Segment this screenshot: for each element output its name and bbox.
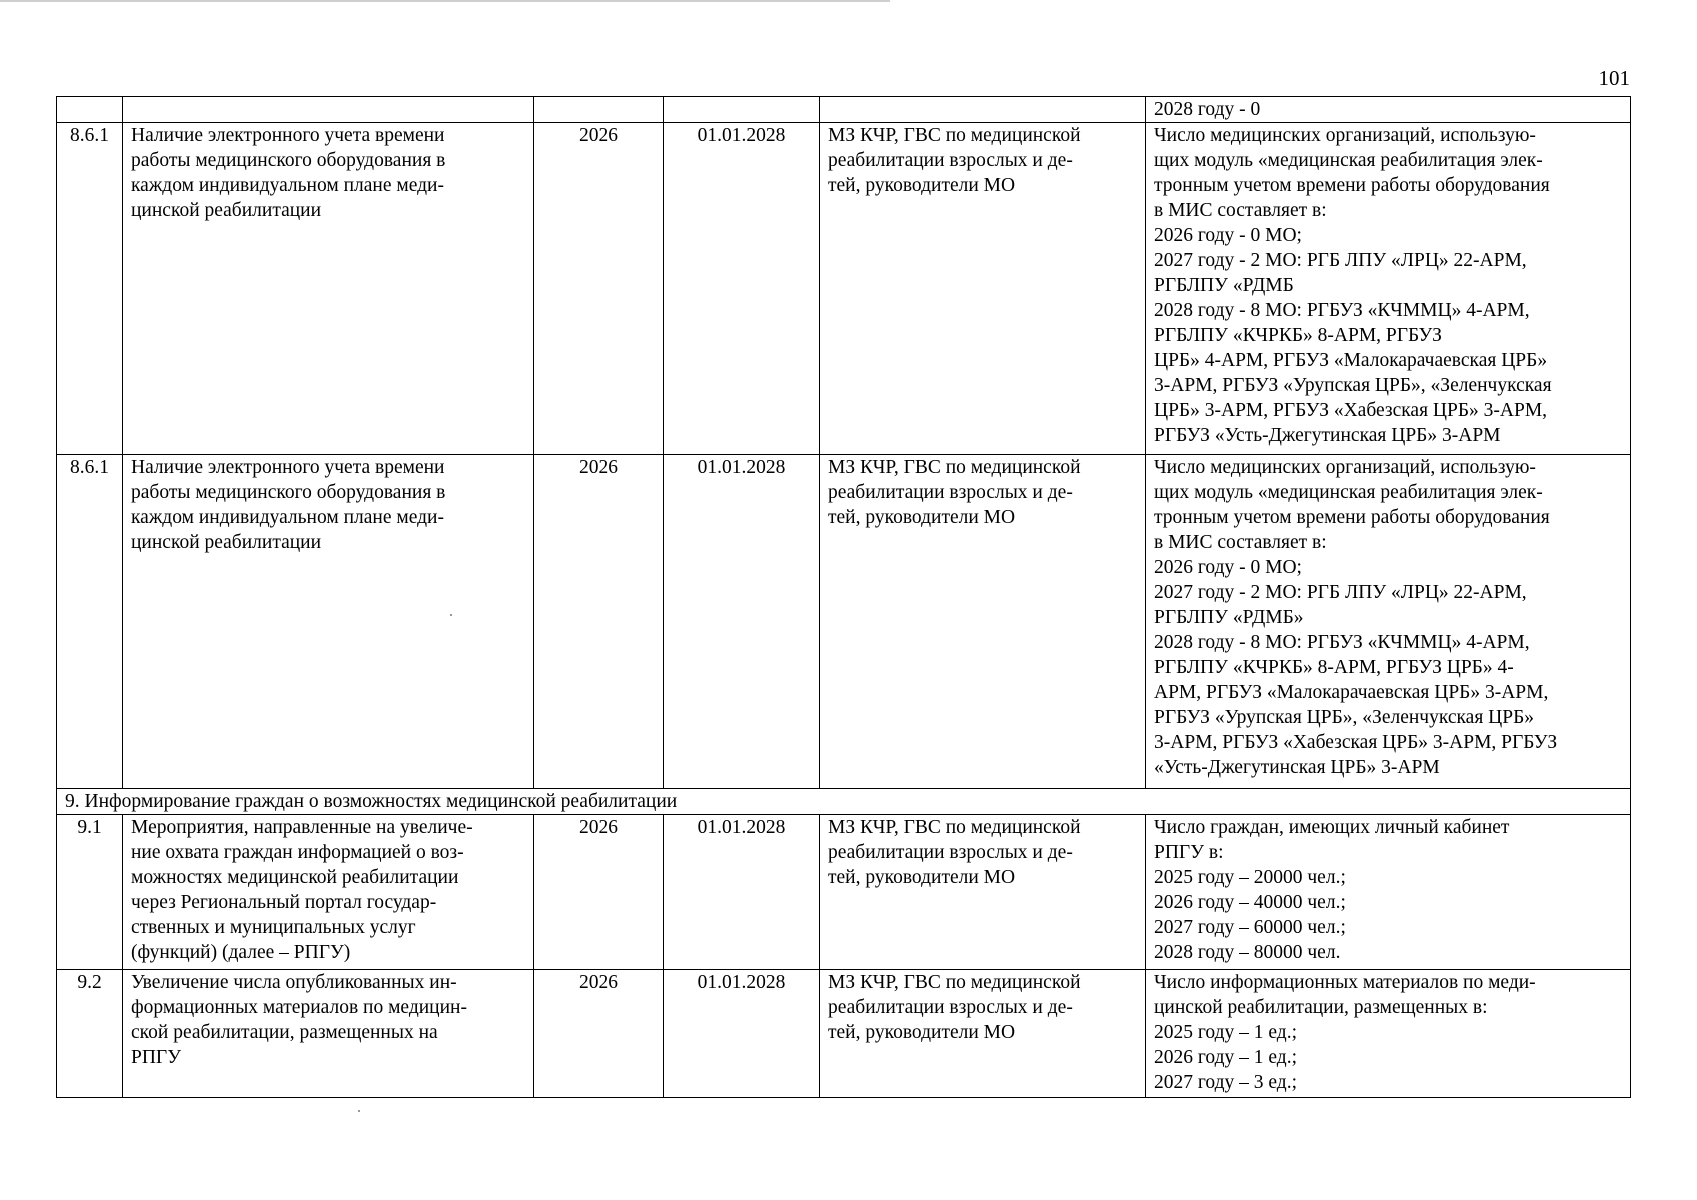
text-line: в МИС составляет в: [1154, 200, 1327, 221]
text-line: 2027 году - 2 МО: РГБ ЛПУ «ЛРЦ» 22-АРМ, [1154, 250, 1527, 271]
cell-event [123, 97, 534, 123]
text-line: тронным учетом времени работы оборудования [1154, 507, 1550, 528]
text-line: 2027 году – 60000 чел.; [1154, 917, 1346, 938]
cell-result [1146, 97, 1631, 123]
cell-num: 9.2 [57, 970, 123, 1098]
text-line: через Региональный портал государ- [131, 892, 437, 913]
text-line: каждом индивидуальном плане меди- [131, 507, 444, 528]
text-line: 3-АРМ, РГБУЗ «Хабезская ЦРБ» 3-АРМ, РГБУЗ [1154, 732, 1558, 753]
text-line: 2028 году - 8 МО: РГБУЗ «КЧММЦ» 4-АРМ, [1154, 632, 1530, 653]
text-line: реабилитации взрослых и де- [828, 842, 1073, 863]
text-line: цинской реабилитации [131, 532, 322, 553]
text-line: 3-АРМ, РГБУЗ «Урупская ЦРБ», «Зеленчукская [1154, 375, 1552, 396]
text-line: ние охвата граждан информацией о воз- [131, 842, 464, 863]
text-line: цинской реабилитации [131, 200, 322, 221]
table-row [57, 970, 1631, 1098]
cell-responsible [820, 123, 1146, 455]
text-line: 2026 году - 0 МО; [1154, 557, 1302, 578]
cell-responsible [820, 455, 1146, 789]
text-line: Наличие электронного учета времени [131, 457, 445, 478]
section-header-row [57, 789, 1631, 815]
text-line: можностях медицинской реабилитации [131, 867, 459, 888]
text-line: РГБУЗ «Усть-Джегутинская ЦРБ» 3-АРМ [1154, 425, 1501, 446]
cell-responsible [820, 97, 1146, 123]
text-line: тей, руководители МО [828, 1022, 1016, 1043]
text-line: 2026 году – 1 ед.; [1154, 1047, 1297, 1068]
scan-speck [358, 1110, 360, 1112]
text-line: РГБЛПУ «РДМБ» [1154, 607, 1304, 628]
text-line: тронным учетом времени работы оборудования [1154, 175, 1550, 196]
cell-end [664, 97, 820, 123]
text-line: тей, руководители МО [828, 175, 1016, 196]
cell-start: 2026 [534, 970, 664, 1098]
text-line: щих модуль «медицинская реабилитация элек- [1154, 150, 1543, 171]
table-body-section-8 [57, 97, 1631, 789]
text-line: 2027 году – 3 ед.; [1154, 1072, 1297, 1093]
text-line: ской реабилитации, размещенных на [131, 1022, 438, 1043]
cell-end: 01.01.2028 [664, 815, 820, 970]
text-line: Число граждан, имеющих личный кабинет [1154, 817, 1510, 838]
text-line: реабилитации взрослых и де- [828, 482, 1073, 503]
text-line: в МИС составляет в: [1154, 532, 1327, 553]
text-line: Мероприятия, направленные на увеличе- [131, 817, 473, 838]
page-number: 101 [1598, 66, 1630, 90]
table-body-section-9 [57, 815, 1631, 1098]
section-9-title: 9. Информирование граждан о возможностях медицинской реабилитации [57, 789, 1631, 815]
text-line: РГБЛПУ «КЧРКБ» 8-АРМ, РГБУЗ [1154, 325, 1442, 346]
text-line: 2028 году - 0 [1154, 99, 1261, 120]
text-line: «Усть-Джегутинская ЦРБ» 3-АРМ [1154, 757, 1440, 778]
cell-end: 01.01.2028 [664, 970, 820, 1098]
text-line: формационных материалов по медицин- [131, 997, 467, 1018]
cell-start: 2026 [534, 815, 664, 970]
activities-table [56, 96, 1631, 1098]
cell-end: 01.01.2028 [664, 123, 820, 455]
text-line: цинской реабилитации, размещенных в: [1154, 997, 1488, 1018]
cell-num: 8.6.1 [57, 123, 123, 455]
text-line: щих модуль «медицинская реабилитация элек- [1154, 482, 1543, 503]
text-line: каждом индивидуальном плане меди- [131, 175, 444, 196]
text-line: МЗ КЧР, ГВС по медицинской [828, 817, 1081, 838]
cell-num [57, 97, 123, 123]
text-line: 2025 году – 20000 чел.; [1154, 867, 1346, 888]
text-line: МЗ КЧР, ГВС по медицинской [828, 125, 1081, 146]
text-line: РГБЛПУ «КЧРКБ» 8-АРМ, РГБУЗ ЦРБ» 4- [1154, 657, 1514, 678]
text-line: АРМ, РГБУЗ «Малокарачаевская ЦРБ» 3-АРМ, [1154, 682, 1549, 703]
text-line: Увеличение числа опубликованных ин- [131, 972, 457, 993]
scan-top-edge [0, 0, 890, 2]
text-line: РГБУЗ «Урупская ЦРБ», «Зеленчукская ЦРБ» [1154, 707, 1535, 728]
text-line: РПГУ [131, 1047, 182, 1068]
text-line: работы медицинского оборудования в [131, 150, 446, 171]
text-line: работы медицинского оборудования в [131, 482, 446, 503]
text-line: 2027 году - 2 МО: РГБ ЛПУ «ЛРЦ» 22-АРМ, [1154, 582, 1527, 603]
text-line: реабилитации взрослых и де- [828, 997, 1073, 1018]
cell-start: 2026 [534, 123, 664, 455]
text-line: ЦРБ» 3-АРМ, РГБУЗ «Хабезская ЦРБ» 3-АРМ, [1154, 400, 1548, 421]
text-line: МЗ КЧР, ГВС по медицинской [828, 972, 1081, 993]
table-body-section-9-header [57, 789, 1631, 815]
cell-result [1146, 455, 1631, 789]
text-line: 2028 году - 8 МО: РГБУЗ «КЧММЦ» 4-АРМ, [1154, 300, 1530, 321]
text-line: тей, руководители МО [828, 507, 1016, 528]
text-line: ЦРБ» 4-АРМ, РГБУЗ «Малокарачаевская ЦРБ» [1154, 350, 1548, 371]
cell-responsible [820, 970, 1146, 1098]
table-row [57, 455, 1631, 789]
text-line: 2026 году – 40000 чел.; [1154, 892, 1346, 913]
cell-event [123, 123, 534, 455]
table-row [57, 123, 1631, 455]
cell-end: 01.01.2028 [664, 455, 820, 789]
cell-start [534, 97, 664, 123]
table-row-continuation [57, 97, 1631, 123]
cell-result [1146, 815, 1631, 970]
text-line: Число информационных материалов по меди- [1154, 972, 1536, 993]
text-line: ственных и муниципальных услуг [131, 917, 416, 938]
cell-num: 9.1 [57, 815, 123, 970]
cell-result [1146, 123, 1631, 455]
table-row [57, 815, 1631, 970]
text-line: реабилитации взрослых и де- [828, 150, 1073, 171]
text-line: Наличие электронного учета времени [131, 125, 445, 146]
text-line: 2026 году - 0 МО; [1154, 225, 1302, 246]
text-line: 2028 году – 80000 чел. [1154, 942, 1341, 963]
text-line: РГБЛПУ «РДМБ [1154, 275, 1294, 296]
text-line: 2025 году – 1 ед.; [1154, 1022, 1297, 1043]
text-line: Число медицинских организаций, использую- [1154, 457, 1536, 478]
text-line: Число медицинских организаций, использую- [1154, 125, 1536, 146]
text-line: МЗ КЧР, ГВС по медицинской [828, 457, 1081, 478]
cell-event [123, 455, 534, 789]
cell-responsible [820, 815, 1146, 970]
scan-speck [450, 614, 452, 616]
cell-result [1146, 970, 1631, 1098]
text-line: тей, руководители МО [828, 867, 1016, 888]
text-line: (функций) (далее – РПГУ) [131, 942, 351, 963]
text-line: РПГУ в: [1154, 842, 1224, 863]
cell-event [123, 815, 534, 970]
cell-num: 8.6.1 [57, 455, 123, 789]
cell-event [123, 970, 534, 1098]
cell-start: 2026 [534, 455, 664, 789]
